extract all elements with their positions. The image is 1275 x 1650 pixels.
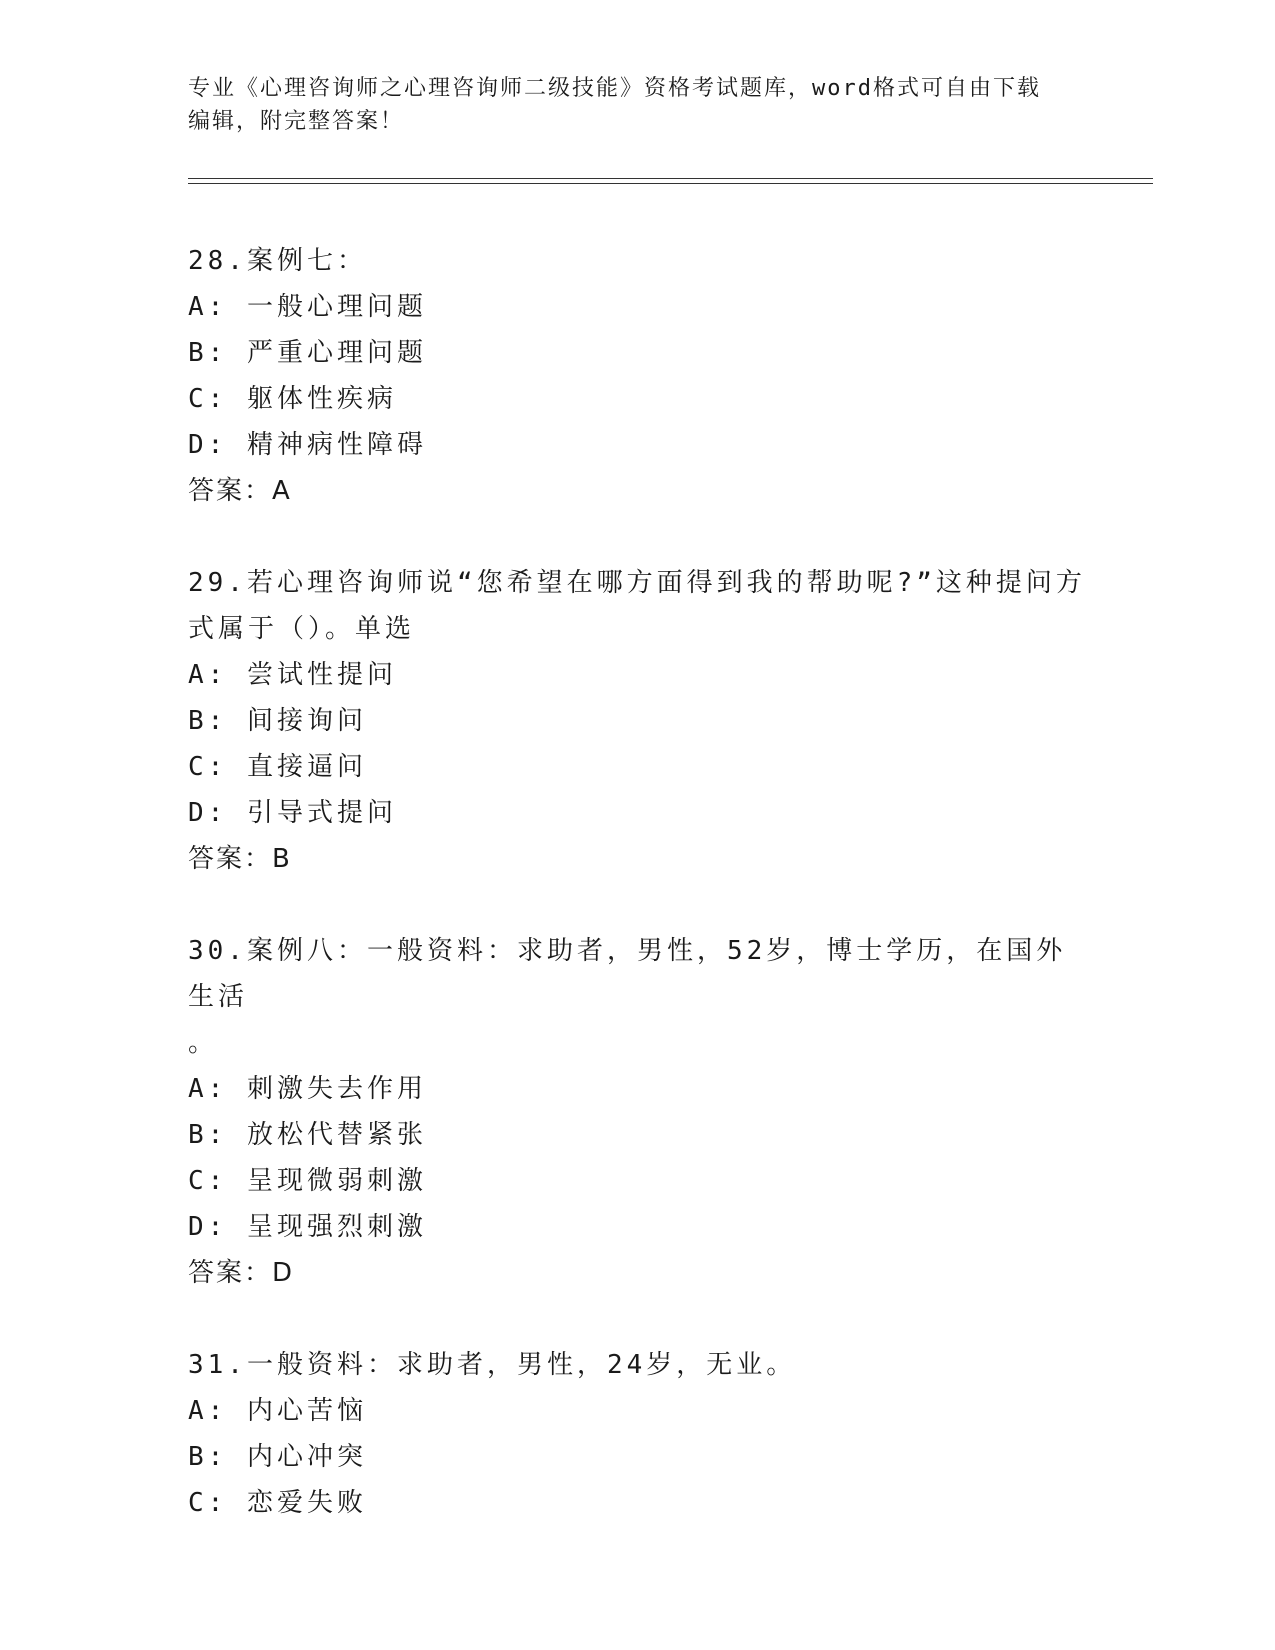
question-stem: 31.一般资料：求助者，男性，24岁，无业。 bbox=[188, 1350, 797, 1380]
answer-line: 答案：D bbox=[188, 1258, 295, 1288]
header-divider-top bbox=[188, 178, 1153, 179]
option-d: D: 引导式提问 bbox=[188, 798, 397, 828]
document-header bbox=[188, 72, 1068, 138]
question-29 bbox=[188, 560, 1088, 882]
option-c: C: 呈现微弱刺激 bbox=[188, 1166, 427, 1196]
option-c: C: 直接逼问 bbox=[188, 752, 367, 782]
option-a: A: 一般心理问题 bbox=[188, 292, 427, 322]
option-b: B: 间接询问 bbox=[188, 706, 367, 736]
question-31 bbox=[188, 1342, 1088, 1526]
option-d: D: 呈现强烈刺激 bbox=[188, 1212, 427, 1242]
option-c: C: 躯体性疾病 bbox=[188, 384, 397, 414]
question-28 bbox=[188, 238, 1088, 514]
header-line-1: 专业《心理咨询师之心理咨询师二级技能》资格考试题库，word格式可自由下载 bbox=[188, 76, 1041, 101]
question-30 bbox=[188, 928, 1088, 1296]
option-b: B: 内心冲突 bbox=[188, 1442, 367, 1472]
option-b: B: 放松代替紧张 bbox=[188, 1120, 427, 1150]
question-stem-line-2: 式属于（）。单选 bbox=[188, 614, 416, 644]
option-a: A: 尝试性提问 bbox=[188, 660, 397, 690]
option-d: D: 精神病性障碍 bbox=[188, 430, 427, 460]
answer-line: 答案：B bbox=[188, 844, 292, 874]
question-list bbox=[188, 238, 1088, 1572]
header-divider-bottom bbox=[188, 183, 1153, 184]
answer-line: 答案：A bbox=[188, 476, 292, 506]
option-a: A: 刺激失去作用 bbox=[188, 1074, 427, 1104]
question-stem-line-1: 30.案例八：一般资料：求助者，男性，52岁，博士学历，在国外生活 bbox=[188, 936, 1067, 1012]
question-stem: 28.案例七： bbox=[188, 246, 367, 276]
question-stem-line-1: 29.若心理咨询师说“您希望在哪方面得到我的帮助呢?”这种提问方 bbox=[188, 568, 1086, 598]
option-b: B: 严重心理问题 bbox=[188, 338, 427, 368]
header-line-2: 编辑，附完整答案！ bbox=[188, 109, 405, 134]
question-stem-line-2: 。 bbox=[188, 1028, 219, 1058]
option-c: C: 恋爱失败 bbox=[188, 1488, 367, 1518]
option-a: A: 内心苦恼 bbox=[188, 1396, 367, 1426]
